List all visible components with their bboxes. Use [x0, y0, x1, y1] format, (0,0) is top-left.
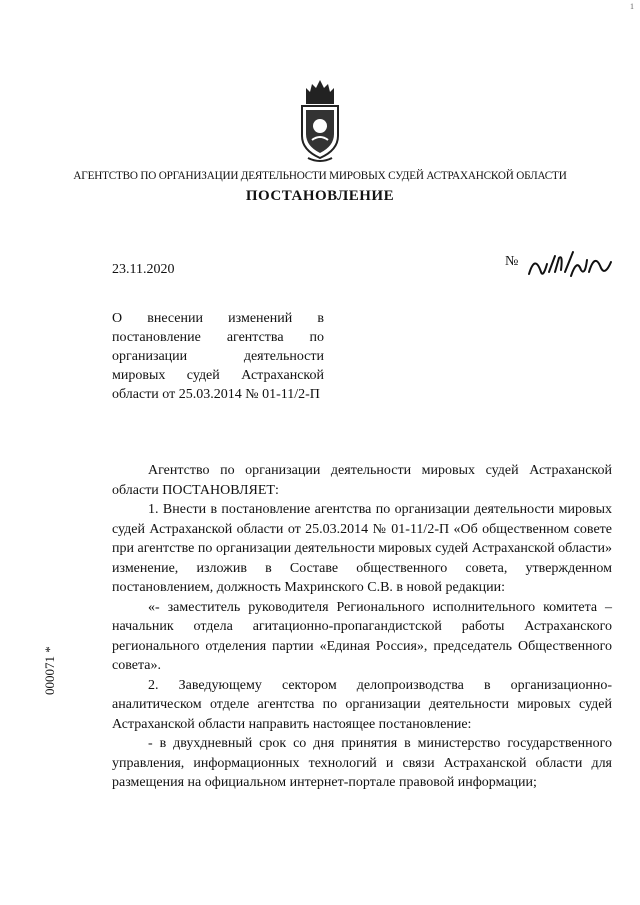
subject-block: О внесении изменений в постановление агентства по организации деятельности мировых судей Астраханской области от 25.03.2014 № 01-11/2-П — [112, 311, 324, 402]
document-title: ПОСТАНОВЛЕНИЕ — [245, 188, 395, 204]
coat-of-arms-emblem — [294, 78, 346, 166]
document-body — [112, 461, 612, 793]
registration-stamp: 000071 * — [42, 646, 57, 695]
body-paragraph: Агентство по организации деятельности мировых судей Астраханской области ПОСТАНОВЛЯЕТ: — [112, 463, 612, 498]
agency-name: АГЕНТСТВО ПО ОРГАНИЗАЦИИ ДЕЯТЕЛЬНОСТИ МИРОВЫХ СУДЕЙ АСТРАХАНСКОЙ ОБЛАСТИ — [73, 170, 567, 182]
corner-mark: 1 — [630, 2, 634, 11]
body-paragraph: - в двухдневный срок со дня принятия в министерство государственного управления, информационных технологий и связи Астраханской области для размещения на официальном интернет-портале правовой информации; — [112, 736, 612, 790]
handwritten-number-signature — [525, 246, 615, 286]
document-date: 23.11.2020 — [112, 262, 175, 277]
body-paragraph: 1. Внести в постановление агентства по организации деятельности мировых судей Астраханской области от 25.03.2014 № 01-11/2-П «Об общественном совете при агентстве по организации деятельности мировых судей Астраханской области» изменение, изложив в Составе общественного совета, утвержденном постановлением, должность Махринского С.В. в новой редакции: — [112, 502, 612, 595]
document-number-prefix: № — [505, 254, 519, 269]
body-paragraph: «- заместитель руководителя Регионального исполнительного комитета – начальник отдела агитационно-пропагандистской работы Астраханского регионального отделения партии «Единая Россия», председатель Общественного совета». — [112, 599, 612, 673]
body-paragraph: 2. Заведующему сектором делопроизводства в организационно-аналитическом отделе агентства по организации деятельности мировых судей Астраханской области направить настоящее постановление: — [112, 677, 612, 732]
